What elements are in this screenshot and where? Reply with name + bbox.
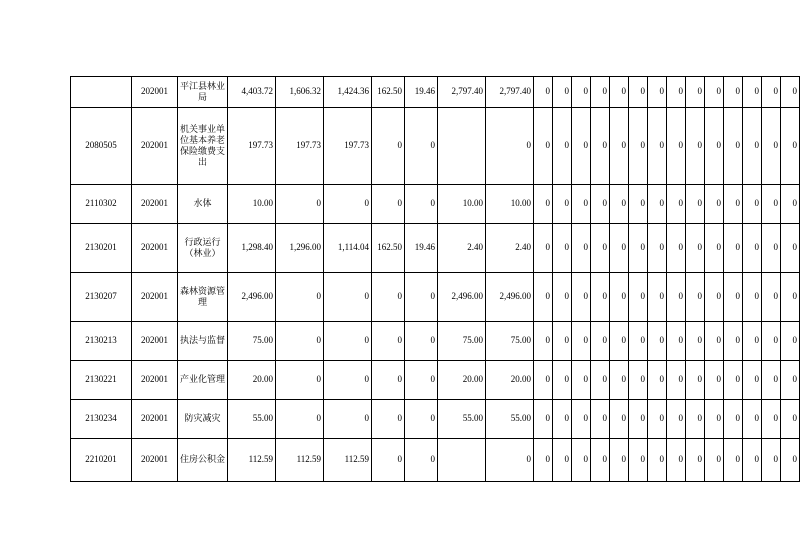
cell-zero: 0	[724, 361, 743, 400]
cell-function-code: 2130207	[71, 273, 132, 322]
cell-item-name: 执法与监督	[178, 322, 228, 361]
cell-zero: 0	[629, 185, 648, 224]
cell-zero: 0	[743, 77, 762, 108]
cell-zero: 0	[610, 439, 629, 482]
cell-unit-code: 202001	[132, 108, 178, 185]
cell-zero: 0	[591, 108, 610, 185]
cell-zero: 0	[572, 273, 591, 322]
cell-project-total: 55.00	[486, 400, 534, 439]
cell-zero: 0	[762, 322, 781, 361]
cell-zero: 0	[648, 322, 667, 361]
cell-total: 2,496.00	[228, 273, 276, 322]
cell-personal-subsidy: 19.46	[405, 77, 438, 108]
cell-zero: 0	[534, 224, 553, 273]
cell-salary-benefits: 1,114.04	[324, 224, 372, 273]
table-row	[71, 224, 800, 273]
cell-salary-benefits: 197.73	[324, 108, 372, 185]
cell-zero: 0	[705, 185, 724, 224]
cell-zero: 0	[781, 185, 800, 224]
cell-zero: 0	[648, 400, 667, 439]
cell-zero: 0	[762, 77, 781, 108]
cell-goods-services: 0	[372, 361, 405, 400]
cell-zero: 0	[534, 361, 553, 400]
cell-zero: 0	[686, 400, 705, 439]
cell-zero: 0	[591, 224, 610, 273]
cell-function-code: 2130234	[71, 400, 132, 439]
cell-zero: 0	[534, 273, 553, 322]
cell-zero: 0	[743, 361, 762, 400]
cell-zero: 0	[648, 108, 667, 185]
cell-personal-subsidy: 0	[405, 361, 438, 400]
cell-zero: 0	[629, 108, 648, 185]
cell-zero: 0	[572, 224, 591, 273]
cell-goods-services: 0	[372, 185, 405, 224]
cell-personal-subsidy: 0	[405, 108, 438, 185]
cell-unit-code: 202001	[132, 439, 178, 482]
cell-zero: 0	[572, 77, 591, 108]
cell-zero: 0	[591, 185, 610, 224]
cell-function-code: 2110302	[71, 185, 132, 224]
cell-zero: 0	[667, 322, 686, 361]
cell-item-name: 产业化管理	[178, 361, 228, 400]
cell-project-expenditure: 20.00	[438, 361, 486, 400]
cell-zero: 0	[724, 77, 743, 108]
cell-zero: 0	[534, 322, 553, 361]
cell-zero: 0	[781, 361, 800, 400]
cell-project-expenditure	[438, 108, 486, 185]
cell-item-name: 住房公积金	[178, 439, 228, 482]
table-row	[71, 322, 800, 361]
cell-function-code: 2130221	[71, 361, 132, 400]
cell-goods-services: 162.50	[372, 77, 405, 108]
cell-project-expenditure: 2,797.40	[438, 77, 486, 108]
cell-zero: 0	[610, 361, 629, 400]
cell-basic-expenditure: 0	[276, 185, 324, 224]
cell-zero: 0	[610, 322, 629, 361]
cell-zero: 0	[705, 108, 724, 185]
cell-zero: 0	[667, 400, 686, 439]
cell-project-total: 2.40	[486, 224, 534, 273]
cell-zero: 0	[629, 77, 648, 108]
cell-zero: 0	[648, 77, 667, 108]
table-row	[71, 439, 800, 482]
cell-zero: 0	[553, 439, 572, 482]
cell-zero: 0	[553, 361, 572, 400]
cell-item-name: 行政运行（林业）	[178, 224, 228, 273]
cell-basic-expenditure: 0	[276, 361, 324, 400]
cell-item-name: 防灾减灾	[178, 400, 228, 439]
cell-project-expenditure: 55.00	[438, 400, 486, 439]
cell-total: 112.59	[228, 439, 276, 482]
cell-zero: 0	[553, 400, 572, 439]
cell-zero: 0	[781, 224, 800, 273]
budget-table-body	[71, 77, 800, 482]
cell-project-expenditure: 75.00	[438, 322, 486, 361]
cell-project-expenditure: 10.00	[438, 185, 486, 224]
cell-zero: 0	[781, 439, 800, 482]
cell-project-expenditure: 2.40	[438, 224, 486, 273]
cell-total: 10.00	[228, 185, 276, 224]
cell-zero: 0	[610, 224, 629, 273]
cell-personal-subsidy: 19.46	[405, 224, 438, 273]
cell-project-total: 75.00	[486, 322, 534, 361]
cell-zero: 0	[724, 400, 743, 439]
cell-salary-benefits: 0	[324, 361, 372, 400]
cell-zero: 0	[762, 400, 781, 439]
cell-zero: 0	[724, 273, 743, 322]
cell-zero: 0	[667, 361, 686, 400]
cell-salary-benefits: 0	[324, 322, 372, 361]
cell-unit-code: 202001	[132, 273, 178, 322]
cell-salary-benefits: 112.59	[324, 439, 372, 482]
cell-zero: 0	[705, 361, 724, 400]
cell-zero: 0	[553, 108, 572, 185]
cell-basic-expenditure: 0	[276, 400, 324, 439]
cell-zero: 0	[781, 273, 800, 322]
cell-zero: 0	[572, 185, 591, 224]
cell-zero: 0	[705, 224, 724, 273]
cell-zero: 0	[591, 322, 610, 361]
cell-total: 197.73	[228, 108, 276, 185]
cell-basic-expenditure: 1,606.32	[276, 77, 324, 108]
cell-zero: 0	[629, 361, 648, 400]
cell-function-code: 2080505	[71, 108, 132, 185]
table-row	[71, 361, 800, 400]
cell-zero: 0	[743, 185, 762, 224]
cell-zero: 0	[572, 322, 591, 361]
cell-project-total: 2,496.00	[486, 273, 534, 322]
cell-zero: 0	[686, 439, 705, 482]
cell-zero: 0	[724, 185, 743, 224]
cell-zero: 0	[534, 400, 553, 439]
cell-zero: 0	[686, 108, 705, 185]
cell-zero: 0	[667, 77, 686, 108]
cell-project-total: 2,797.40	[486, 77, 534, 108]
cell-zero: 0	[705, 439, 724, 482]
cell-zero: 0	[534, 108, 553, 185]
cell-total: 55.00	[228, 400, 276, 439]
cell-salary-benefits: 0	[324, 400, 372, 439]
cell-goods-services: 0	[372, 322, 405, 361]
cell-total: 20.00	[228, 361, 276, 400]
cell-unit-code: 202001	[132, 322, 178, 361]
cell-zero: 0	[629, 400, 648, 439]
cell-zero: 0	[572, 108, 591, 185]
cell-zero: 0	[629, 322, 648, 361]
table-row	[71, 108, 800, 185]
cell-zero: 0	[781, 77, 800, 108]
cell-zero: 0	[648, 361, 667, 400]
cell-zero: 0	[743, 224, 762, 273]
cell-goods-services: 0	[372, 400, 405, 439]
cell-basic-expenditure: 1,296.00	[276, 224, 324, 273]
cell-zero: 0	[705, 322, 724, 361]
cell-zero: 0	[705, 273, 724, 322]
cell-zero: 0	[648, 185, 667, 224]
cell-item-name: 水体	[178, 185, 228, 224]
cell-zero: 0	[743, 400, 762, 439]
cell-basic-expenditure: 197.73	[276, 108, 324, 185]
cell-item-name: 森林资源管理	[178, 273, 228, 322]
cell-zero: 0	[534, 439, 553, 482]
cell-zero: 0	[667, 108, 686, 185]
cell-zero: 0	[553, 224, 572, 273]
cell-project-total: 10.00	[486, 185, 534, 224]
cell-personal-subsidy: 0	[405, 439, 438, 482]
cell-salary-benefits: 0	[324, 273, 372, 322]
cell-zero: 0	[591, 400, 610, 439]
cell-zero: 0	[572, 400, 591, 439]
cell-zero: 0	[724, 322, 743, 361]
cell-zero: 0	[781, 400, 800, 439]
cell-unit-code: 202001	[132, 77, 178, 108]
cell-zero: 0	[762, 273, 781, 322]
cell-zero: 0	[686, 185, 705, 224]
table-row	[71, 273, 800, 322]
cell-zero: 0	[553, 77, 572, 108]
cell-project-total: 0	[486, 108, 534, 185]
cell-zero: 0	[610, 108, 629, 185]
cell-item-name: 平江县林业局	[178, 77, 228, 108]
cell-zero: 0	[762, 361, 781, 400]
cell-zero: 0	[648, 439, 667, 482]
cell-zero: 0	[686, 224, 705, 273]
cell-zero: 0	[572, 439, 591, 482]
cell-zero: 0	[781, 108, 800, 185]
cell-project-total: 0	[486, 439, 534, 482]
cell-zero: 0	[591, 77, 610, 108]
cell-basic-expenditure: 0	[276, 273, 324, 322]
cell-personal-subsidy: 0	[405, 185, 438, 224]
cell-unit-code: 202001	[132, 224, 178, 273]
cell-zero: 0	[534, 185, 553, 224]
cell-zero: 0	[534, 77, 553, 108]
cell-zero: 0	[648, 224, 667, 273]
cell-zero: 0	[610, 400, 629, 439]
cell-total: 75.00	[228, 322, 276, 361]
cell-zero: 0	[743, 108, 762, 185]
table-row	[71, 185, 800, 224]
cell-zero: 0	[610, 273, 629, 322]
cell-function-code: 2210201	[71, 439, 132, 482]
cell-total: 1,298.40	[228, 224, 276, 273]
cell-zero: 0	[705, 77, 724, 108]
cell-salary-benefits: 1,424.36	[324, 77, 372, 108]
budget-table-container	[70, 76, 797, 482]
cell-zero: 0	[781, 322, 800, 361]
cell-zero: 0	[762, 224, 781, 273]
cell-zero: 0	[591, 273, 610, 322]
cell-zero: 0	[762, 185, 781, 224]
table-row	[71, 400, 800, 439]
cell-zero: 0	[743, 273, 762, 322]
cell-project-total: 20.00	[486, 361, 534, 400]
cell-zero: 0	[629, 439, 648, 482]
budget-table	[70, 76, 800, 482]
cell-item-name: 机关事业单位基本养老保险缴费支出	[178, 108, 228, 185]
cell-goods-services: 162.50	[372, 224, 405, 273]
cell-zero: 0	[610, 185, 629, 224]
cell-zero: 0	[762, 439, 781, 482]
cell-zero: 0	[667, 224, 686, 273]
cell-unit-code: 202001	[132, 400, 178, 439]
cell-zero: 0	[686, 361, 705, 400]
cell-zero: 0	[648, 273, 667, 322]
cell-zero: 0	[724, 224, 743, 273]
cell-basic-expenditure: 112.59	[276, 439, 324, 482]
cell-zero: 0	[610, 77, 629, 108]
cell-zero: 0	[591, 439, 610, 482]
cell-zero: 0	[705, 400, 724, 439]
cell-project-expenditure: 2,496.00	[438, 273, 486, 322]
cell-goods-services: 0	[372, 273, 405, 322]
cell-personal-subsidy: 0	[405, 322, 438, 361]
cell-personal-subsidy: 0	[405, 400, 438, 439]
cell-function-code: 2130201	[71, 224, 132, 273]
cell-unit-code: 202001	[132, 185, 178, 224]
cell-function-code: 2130213	[71, 322, 132, 361]
cell-basic-expenditure: 0	[276, 322, 324, 361]
cell-project-expenditure	[438, 439, 486, 482]
cell-goods-services: 0	[372, 439, 405, 482]
cell-zero: 0	[686, 77, 705, 108]
cell-zero: 0	[553, 185, 572, 224]
table-row	[71, 77, 800, 108]
cell-zero: 0	[762, 108, 781, 185]
cell-zero: 0	[667, 439, 686, 482]
cell-unit-code: 202001	[132, 361, 178, 400]
cell-zero: 0	[572, 361, 591, 400]
cell-zero: 0	[743, 322, 762, 361]
cell-goods-services: 0	[372, 108, 405, 185]
cell-zero: 0	[724, 439, 743, 482]
cell-total: 4,403.72	[228, 77, 276, 108]
cell-zero: 0	[686, 273, 705, 322]
cell-zero: 0	[553, 322, 572, 361]
cell-zero: 0	[667, 185, 686, 224]
cell-function-code	[71, 77, 132, 108]
cell-personal-subsidy: 0	[405, 273, 438, 322]
cell-zero: 0	[743, 439, 762, 482]
cell-zero: 0	[724, 108, 743, 185]
cell-zero: 0	[591, 361, 610, 400]
cell-zero: 0	[686, 322, 705, 361]
cell-zero: 0	[629, 273, 648, 322]
cell-salary-benefits: 0	[324, 185, 372, 224]
cell-zero: 0	[629, 224, 648, 273]
cell-zero: 0	[667, 273, 686, 322]
cell-zero: 0	[553, 273, 572, 322]
